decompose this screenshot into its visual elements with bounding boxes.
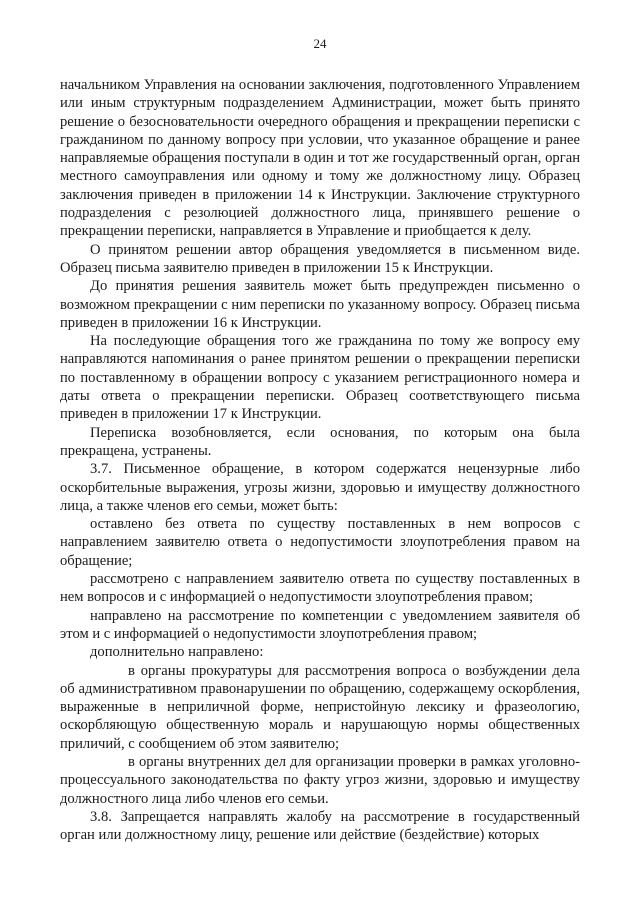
paragraph-warning: До принятия решения заявитель может быть предупрежден письменно о возможном прекращении с ним переписки по указанному вопросу. Образец письма приведен в приложении 16 к Инструкции. (60, 278, 580, 331)
paragraph-additionally-sent: дополнительно направлено: (90, 644, 264, 661)
paragraph-internal-affairs: в органы внутренних дел для организации проверки в рамках уголовно-процессуального законодательства по факту угроз жизни, здоровью и имуществу должностного лица либо членов его семьи. (60, 753, 580, 807)
paragraph-notification: О принятом решении автор обращения уведомляется в письменном виде. Образец письма заявителю приведен в приложении 15 к Инструкции. (60, 241, 580, 276)
paragraph-section-3-7: 3.7. Письменное обращение, в котором содержатся нецензурные либо оскорбительные выражения, угрозы жизни, здоровью и имуществу должностного лица, а также членов его семьи, может быть: (60, 461, 580, 514)
paragraph-section-3-8: 3.8. Запрещается направлять жалобу на рассмотрение в государственный орган или должностному лицу, решение или действие (бездействие) которых (60, 808, 580, 844)
paragraph-option-no-answer: оставлено без ответа по существу поставленных в нем вопросов с направлением заявителю ответа о недопустимости злоупотребления правом на обращение; (60, 516, 580, 569)
page-number: 24 (313, 36, 327, 51)
paragraph-resumption: Переписка возобновляется, если основания, по которым она была прекращена, устранены. (60, 424, 580, 459)
paragraph-prosecutor: в органы прокуратуры для рассмотрения вопроса о возбуждении дела об административном правонарушении по обращению, содержащему оскорбления, выраженные в неприличной форме, непристойную лексику и фразеологию, оскорбляющую общественную мораль и нарушающую нормы общественных приличий, с сообщением об этом заявителю; (60, 662, 580, 752)
paragraph-reminders: На последующие обращения того же гражданина по тому же вопросу ему направляются напоминания о ранее принятом решении о прекращении переписки по поставленному в обращении вопросу с указанием регистрационного номера и даты ответа о прекращении переписки. Образец соответствующего письма приведен в приложении 17 к Инструкции. (60, 333, 580, 423)
paragraph-option-considered: рассмотрено с направлением заявителю ответа по существу поставленных в нем вопросов и с информацией о недопустимости злоупотребления правом; (60, 571, 580, 606)
paragraph-continuation: начальником Управления на основании заключения, подготовленного Управлением или иным структурным подразделением Администрации, может быть принято решение о безосновательности очередного обращения и прекращении переписки с гражданином по данному вопросу при условии, что указанное обращение и ранее направляемые обращения поступали в один и тот же государственный орган, орган местного самоуправления или одному и тому же должностному лицу. Образец заключения приведен в приложении 14 к Инструкции. Заключение структурного подразделения с резолюцией должностного лица, принявшего решение о прекращении переписки, направляется в Управление и приобщается к делу. (60, 77, 580, 240)
paragraph-option-forwarded: направлено на рассмотрение по компетенции с уведомлением заявителя об этом и с информацией о недопустимости злоупотребления правом; (60, 607, 580, 642)
document-body (60, 76, 580, 844)
